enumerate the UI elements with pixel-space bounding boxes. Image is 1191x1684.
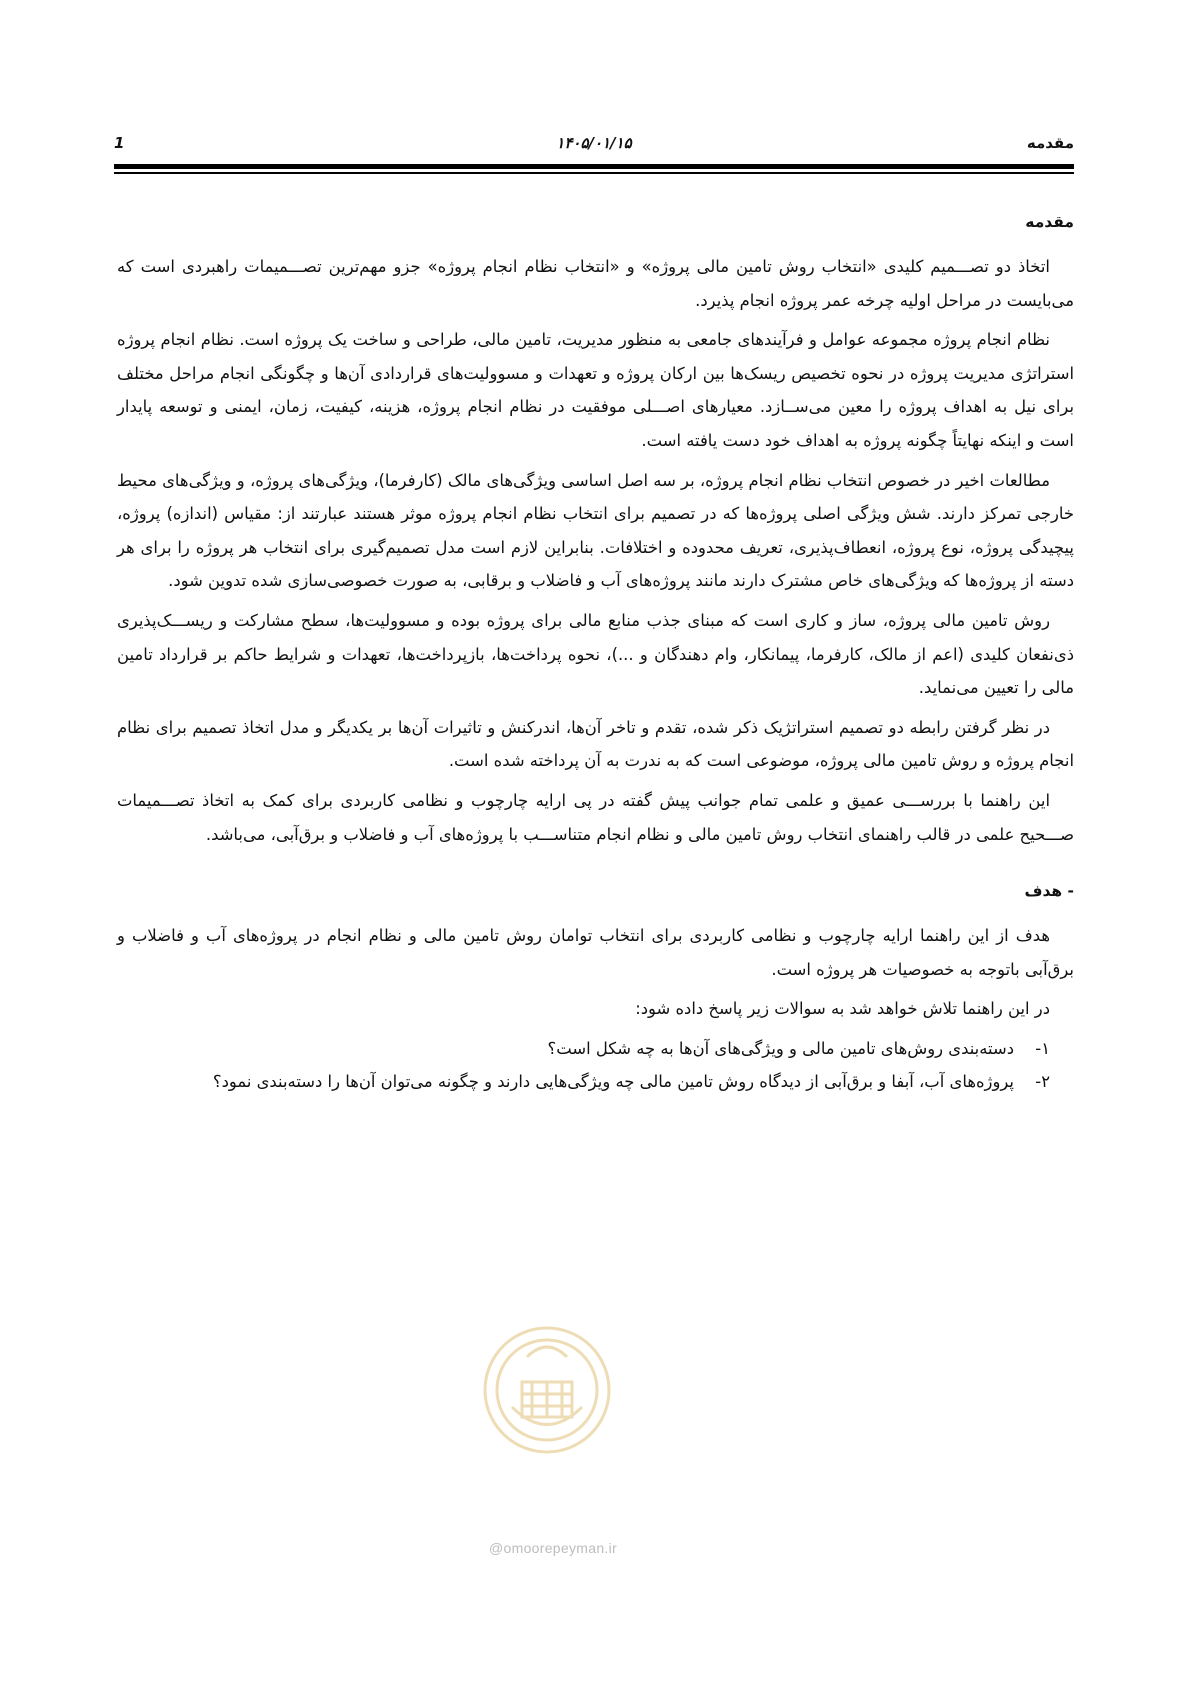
list-item-number: ۲- [1035, 1072, 1050, 1092]
list-item-number: ۱- [1035, 1038, 1050, 1058]
page-body [117, 208, 1074, 1099]
intro-paragraph: این راهنما با بررســـی عمیق و علمی تمام جوانب پیش گفته در پی ارایه چارچوب و نظامی کاربردی برای کمک به اتخاذ تصـــمیمات صـــحیح علمی در قالب راهنمای انتخاب روش تامین مالی و نظام انجام متناســـب با پروژه‌های آب و فاضلاب و برق‌آبی، می‌باشد. [117, 790, 1074, 844]
intro-heading: مقدمه [1025, 213, 1074, 231]
intro-paragraph: در نظر گرفتن رابطه دو تصمیم استراتژیک ذکر شده، تقدم و تاخر آن‌ها، اندرکنش و تاثیرات آن‌ها بر یکدیگر و مدل اتخاذ تصمیم برای نظام انجام پروژه و روش تامین مالی پروژه، موضوعی است که به ندرت به آن پرداخته شده است. [117, 717, 1074, 771]
list-item-text: دسته‌بندی روش‌های تامین مالی و ویژگی‌های آن‌ها به چه شکل است؟ [547, 1038, 1014, 1058]
goal-paragraph: در این راهنما تلاش خواهد شد به سوالات زیر پاسخ داده شود: [635, 999, 1050, 1019]
list-item [117, 1065, 1050, 1099]
list-item-text: پروژه‌های آب، آبفا و برق‌آبی از دیدگاه روش تامین مالی چه ویژگی‌هایی دارند و چگونه می‌توان آن‌ها را دسته‌بندی نمود؟ [212, 1072, 1014, 1092]
header-page-number: 1 [114, 134, 125, 152]
header-date: ۱۴۰۵/۰۱/۱۵ [556, 134, 632, 152]
watermark-site: @omoorepeyman.ir [489, 1540, 617, 1556]
header-section-title: مقدمه [1026, 134, 1074, 152]
intro-paragraph: اتخاذ دو تصـــمیم کلیدی «انتخاب روش تامین مالی پروژه» و «انتخاب نظام انجام پروژه» جزو مهم‌ترین تصـــمیمات راهبردی است که می‌بایست در مراحل اولیه چرخه عمر پروژه انجام پذیرد. [117, 257, 1074, 310]
intro-paragraph: نظام انجام پروژه مجموعه عوامل و فرآیندهای جامعی به منظور مدیریت، تامین مالی، طراحی و ساخت یک پروژه است. نظام انجام پروژه استراتژی مدیریت پروژه در نحوه تخصیص ریسک‌ها بین ارکان پروژه و تعهدات و مسوولیت‌های قراردادی آن‌ها و چگونگی انجام مراحل مختلف برای نیل به اهداف پروژه را معین می‌ســازد. معیارهای اصـــلی موفقیت در نظام انجام پروژه، هزینه، کیفیت، زمان، ایمنی و توسعه پایدار است و اینکه نهایتاً چگونه پروژه به اهداف خود دست یافته است. [117, 330, 1074, 450]
header-rule-thick [114, 164, 1074, 169]
list-item [117, 1032, 1050, 1066]
intro-paragraph: مطالعات اخیر در خصوص انتخاب نظام انجام پروژه، بر سه اصل اساسی ویژگی‌های مالک (کارفرما)، ویژگی‌های پروژه، و ویژگی‌های محیط خارجی تمرکز دارند. شش ویژگی اصلی پروژه‌ها که در تصمیم برای انتخاب نظام انجام پروژه موثر هستند عبارتند از: مقیاس (اندازه) پروژه، پیچیدگی پروژه، نوع پروژه، انعطاف‌پذیری، تعریف محدوده و اختلافات. بنابراین لازم است مدل تصمیم‌گیری برای انتخاب هر پروژه را برای هر دسته از پروژه‌ها که ویژگی‌های خاص مشترک دارند مانند پروژه‌های آب و فاضلاب و برقابی، به صورت خصوصی‌سازی شده تدوین شود. [117, 470, 1074, 591]
goal-paragraph: هدف از این راهنما ارایه چارچوب و نظامی کاربردی برای انتخاب توامان روش تامین مالی و نظام انجام در پروژه‌های آب و فاضلاب و برق‌آبی باتوجه به خصوصیات هر پروژه است. [117, 926, 1074, 979]
page-header [114, 128, 1074, 156]
questions-list [117, 1032, 1074, 1099]
header-rule-thin [114, 172, 1074, 174]
intro-paragraph: روش تامین مالی پروژه، ساز و کاری است که مبنای جذب منابع مالی برای پروژه بوده و مسوولیت‌ها، سطح مشارکت و ریســـک‌پذیری ذی‌نفعان کلیدی (اعم از مالک، کارفرما، پیمانکار، وام دهندگان و ...)، نحوه پرداخت‌ها، بازپرداخت‌ها، تعهدات و شرایط حاکم بر قرارداد تامین مالی را تعیین می‌نماید. [117, 610, 1074, 698]
goal-heading: - هدف [1024, 882, 1074, 901]
watermark-seal-icon [472, 1312, 622, 1462]
